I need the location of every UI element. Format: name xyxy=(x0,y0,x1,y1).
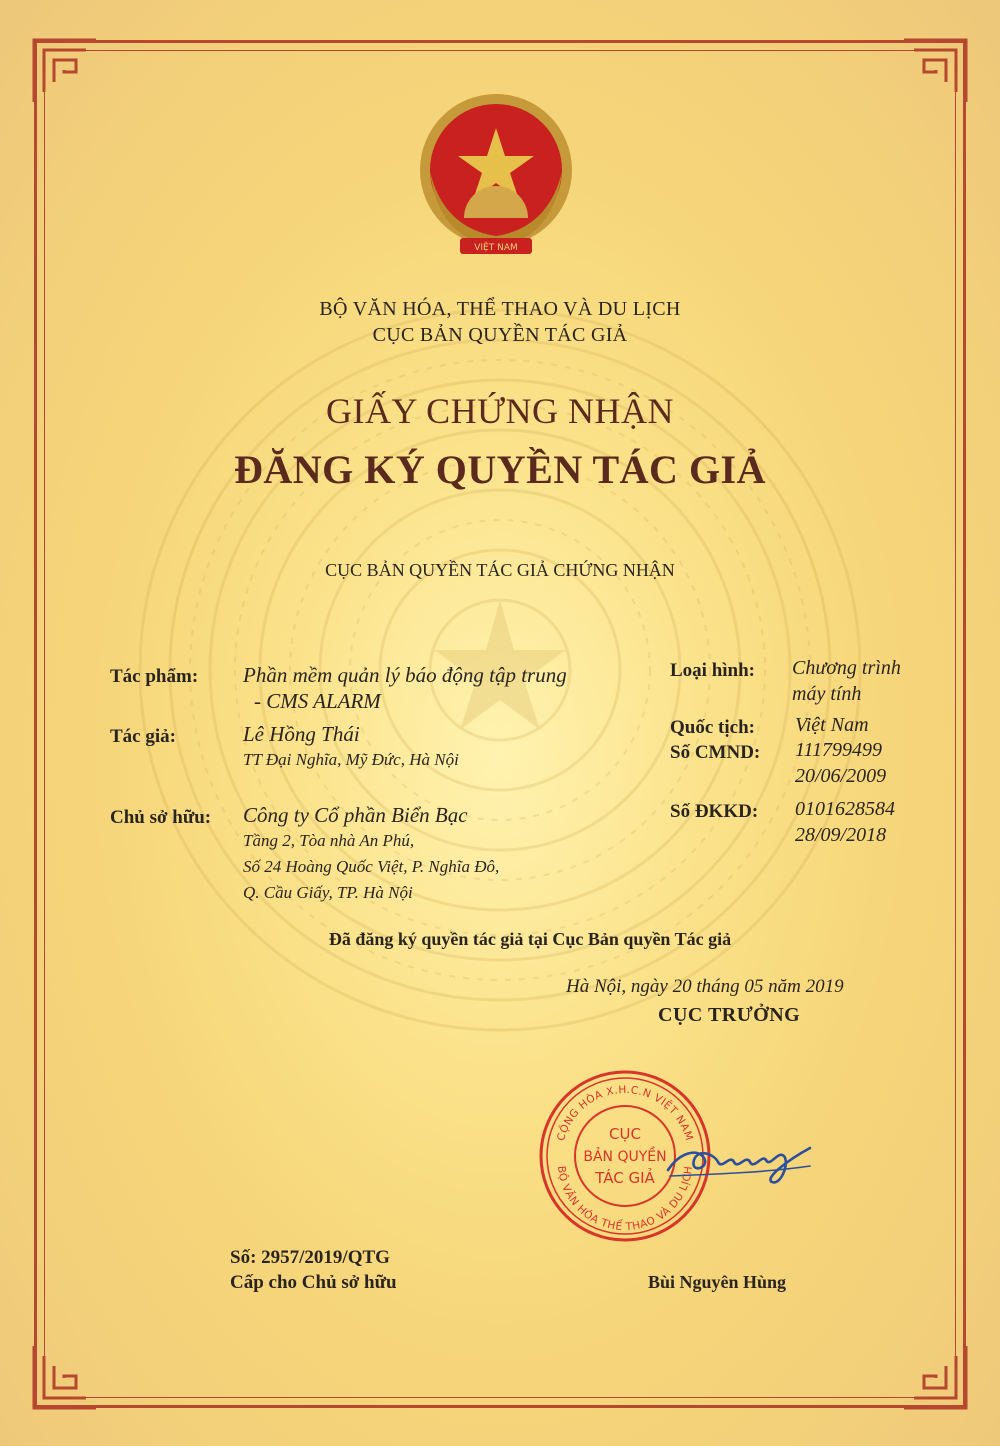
author-name: Lê Hồng Thái xyxy=(243,722,360,746)
author-address: TT Đại Nghĩa, Mỹ Đức, Hà Nội xyxy=(243,750,459,769)
author-label: Tác giả: xyxy=(110,726,176,747)
business-reg-label: Số ĐKKD: xyxy=(670,801,759,822)
owner-address-line-3: Q. Cầu Giấy, TP. Hà Nội xyxy=(243,883,413,902)
signing-date: Hà Nội, ngày 20 tháng 05 năm 2019 xyxy=(566,976,844,997)
type-value: Chương trình xyxy=(792,657,901,679)
corner-ornament-bottom-left xyxy=(30,1342,100,1412)
handwritten-signature xyxy=(660,1130,820,1190)
owner-address-line-1: Tầng 2, Tòa nhà An Phú, xyxy=(243,831,415,850)
nationality-label: Quốc tịch: xyxy=(670,717,755,738)
id-card-date: 20/06/2009 xyxy=(795,765,887,787)
corner-ornament-top-right xyxy=(900,36,970,106)
ministry-name: BỘ VĂN HÓA, THỂ THAO VÀ DU LỊCH xyxy=(319,298,681,320)
certificate-title: GIẤY CHỨNG NHẬN xyxy=(325,391,675,431)
owner-address-line-2: Số 24 Hoàng Quốc Việt, P. Nghĩa Đô, xyxy=(243,857,500,876)
national-emblem xyxy=(408,88,584,268)
signer-title: CỤC TRƯỞNG xyxy=(658,1004,801,1026)
corner-ornament-bottom-right xyxy=(900,1342,970,1412)
business-reg-number: 0101628584 xyxy=(795,798,895,820)
nationality-value: Việt Nam xyxy=(795,714,869,736)
certification-statement: CỤC BẢN QUYỀN TÁC GIẢ CHỨNG NHẬN xyxy=(325,560,675,580)
svg-text:TÁC GIẢ: TÁC GIẢ xyxy=(595,1169,655,1187)
certificate-number: Số: 2957/2019/QTG xyxy=(230,1247,390,1268)
registered-note: Đã đăng ký quyền tác giả tại Cục Bản quyền Tác giả xyxy=(328,929,732,949)
type-label: Loại hình: xyxy=(670,660,756,681)
owner-label: Chủ sở hữu: xyxy=(110,807,212,828)
signer-name: Bùi Nguyên Hùng xyxy=(648,1272,787,1292)
work-title: Phần mềm quản lý báo động tập trung xyxy=(243,663,567,687)
svg-text:CỘNG HÒA X.H.C.N VIỆT NAM: CỘNG HÒA X.H.C.N VIỆT NAM xyxy=(554,1083,696,1143)
id-card-number: 111799499 xyxy=(795,739,883,761)
svg-text:BẢN QUYỀN: BẢN QUYỀN xyxy=(583,1149,667,1165)
work-label: Tác phẩm: xyxy=(110,666,199,687)
business-reg-date: 28/09/2018 xyxy=(795,824,887,846)
corner-ornament-top-left xyxy=(30,36,100,106)
svg-text:BỘ VĂN HÓA THỂ THAO VÀ DU LỊCH: BỘ VĂN HÓA THỂ THAO VÀ DU LỊCH xyxy=(554,1165,696,1234)
department-name: CỤC BẢN QUYỀN TÁC GIẢ xyxy=(372,324,628,346)
svg-text:VIỆT NAM: VIỆT NAM xyxy=(474,243,518,253)
issued-to: Cấp cho Chủ sở hữu xyxy=(230,1272,397,1293)
owner-name: Công ty Cổ phần Biển Bạc xyxy=(243,803,468,827)
id-card-label: Số CMND: xyxy=(670,742,761,763)
work-title-continued: - CMS ALARM xyxy=(254,689,381,713)
certificate-subtitle: ĐĂNG KÝ QUYỀN TÁC GIẢ xyxy=(233,447,767,492)
type-value-continued: máy tính xyxy=(792,683,862,705)
svg-text:CỤC: CỤC xyxy=(609,1125,641,1143)
